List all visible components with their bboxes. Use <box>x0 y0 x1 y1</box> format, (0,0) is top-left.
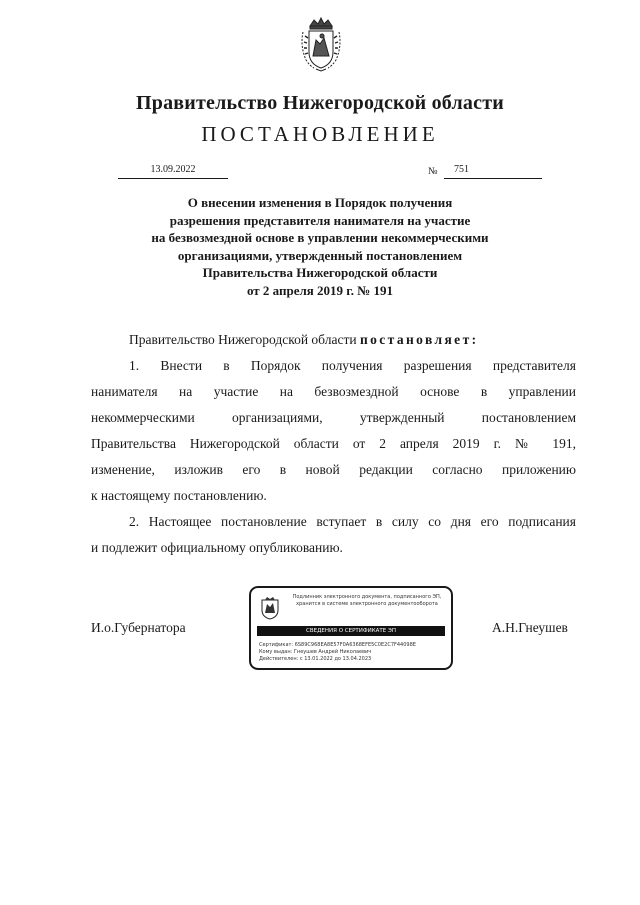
paragraph-1-line: изменение, изложив его в новой редакции согласно приложению <box>91 462 576 477</box>
coat-of-arms-emblem <box>300 16 342 72</box>
paragraph-1-line: 1. Внести в Порядок получения разрешения представителя <box>129 358 576 373</box>
stamp-validity: Действителен: с 13.01.2022 до 13.04.2023 <box>259 656 372 662</box>
subject-line: разрешения представителя нанимателя на участие <box>169 212 471 228</box>
document-subject <box>120 194 520 299</box>
document-number-field <box>444 164 542 179</box>
subject-line: О внесении изменения в Порядок получения <box>187 195 453 210</box>
document-date: 13.09.2022 <box>118 164 228 179</box>
number-label: № <box>428 166 438 177</box>
preamble <box>129 332 479 348</box>
subject-line: на безвозмездной основе в управлении некоммерческими <box>151 230 489 245</box>
subject-line: организациями, утвержденный постановлением <box>177 247 463 263</box>
paragraph-1-line: нанимателя на участие на безвозмездной основе в управлении <box>91 384 576 399</box>
document-number: 751 <box>454 164 469 175</box>
subject-line: Правительства Нижегородской области <box>202 265 438 280</box>
preamble-keyword: постановляет: <box>359 332 479 347</box>
subject-line: от 2 апреля 2019 г. № 191 <box>246 282 394 298</box>
preamble-text: Правительство Нижегородской области <box>129 332 360 347</box>
paragraph-1-line: к настоящему постановлению. <box>91 488 267 503</box>
government-title: Правительство Нижегородской области <box>136 92 504 114</box>
paragraph-2-line: 2. Настоящее постановление вступает в силу со дня его подписания <box>129 514 576 529</box>
paragraph-1-line: некоммерческими организациями, утвержденный постановлением <box>91 410 576 425</box>
paragraph-1-line: Правительства Нижегородской области от 2 апреля 2019 г. № 191, <box>91 436 576 451</box>
signatory-position: И.о.Губернатора <box>91 620 186 635</box>
region-emblem-icon <box>261 596 279 620</box>
document-type: ПОСТАНОВЛЕНИЕ <box>201 122 439 146</box>
electronic-signature-stamp <box>249 586 453 670</box>
paragraph-2-line: и подлежит официальному опубликованию. <box>91 540 343 555</box>
stamp-note: Подлинник электронного документа, подписанного ЭП, хранится в системе электронного документооборота <box>292 594 442 607</box>
signatory-name: А.Н.Гнеушев <box>492 620 568 635</box>
stamp-issued-to: Кому выдан: Гнеушев Андрей Николаевич <box>259 649 372 655</box>
stamp-title: СВЕДЕНИЯ О СЕРТИФИКАТЕ ЭП <box>257 626 445 636</box>
stamp-certificate: Сертификат: 6S89C968EA8E57F0A6368EFE5C0E2C7F44098E <box>259 642 416 648</box>
